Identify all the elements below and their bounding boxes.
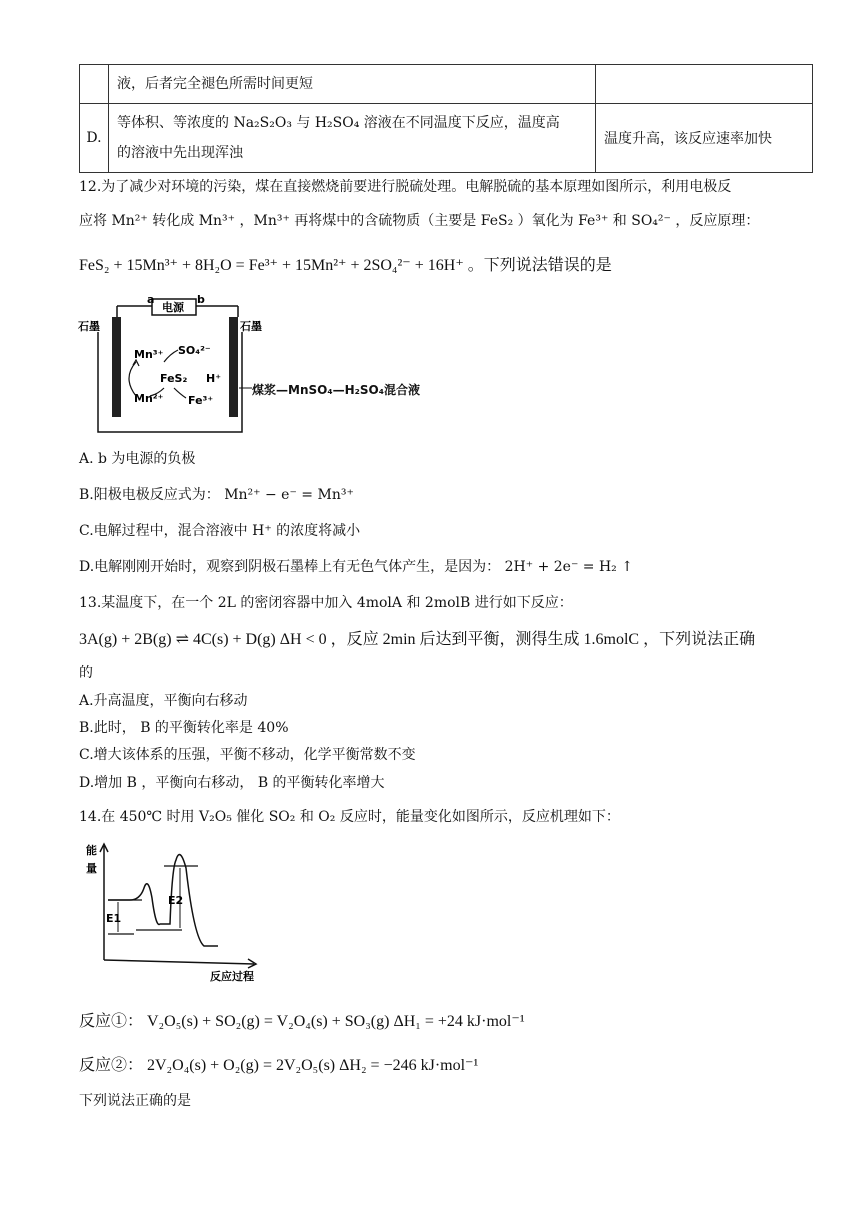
q12-stem-line1: 12.为了减少对环境的污染，煤在直接燃烧前要进行脱硫处理。电解脱硫的基本原理如图所示，利用电极反 bbox=[79, 179, 732, 195]
option-label: D. bbox=[80, 104, 109, 173]
fes2-label: FeS₂ bbox=[160, 372, 188, 385]
reaction-process-label: 反应过程 bbox=[210, 970, 254, 983]
q12-equation: FeS₂ + 15Mn³⁺ + 8H₂O = Fe³⁺ + 15Mn²⁺ + 2SO₄²⁻ + 16H⁺ 。下列说法错误的是 bbox=[79, 257, 612, 274]
table-row bbox=[80, 104, 813, 173]
q12-option-a: A. b 为电源的负极 bbox=[79, 451, 196, 467]
solution-label: 煤浆—MnSO₄—H₂SO₄混合液 bbox=[252, 383, 420, 397]
table-row bbox=[80, 65, 813, 104]
h-ion-label: H⁺ bbox=[206, 372, 222, 385]
q12-option-c: C.电解过程中，混合溶液中 H⁺ 的浓度将减小 bbox=[79, 523, 361, 539]
left-electrode-label: 石墨 bbox=[78, 320, 100, 333]
q12-stem-line2: 应将 Mn²⁺ 转化成 Mn³⁺ ，Mn³⁺ 再将煤中的含硫物质（主要是 FeS₂ ）氧化为 Fe³⁺ 和 SO₄²⁻ ，反应原理： bbox=[79, 213, 760, 229]
q14-reaction-1: 反应①： V₂O₅(s) + SO₂(g) = V₂O₄(s) + SO₃(g) ΔH₁ = +24 kJ·mol⁻¹ bbox=[79, 1013, 525, 1030]
table-cell bbox=[596, 65, 813, 104]
e1-label: E1 bbox=[106, 912, 122, 925]
q13-stem-line3: 的 bbox=[79, 665, 93, 681]
e2-label: E2 bbox=[168, 894, 184, 907]
table-cell: 温度升高，该反应速率加快 bbox=[596, 104, 813, 173]
q13-option-c: C.增大该体系的压强，平衡不移动，化学平衡常数不变 bbox=[79, 747, 416, 763]
q13-stem-line1: 13.某温度下，在一个 2L 的密闭容器中加入 4molA 和 2molB 进行如下反应： bbox=[79, 595, 573, 611]
q14-reaction-2: 反应②： 2V₂O₄(s) + O₂(g) = 2V₂O₅(s) ΔH₂ = −246 kJ·mol⁻¹ bbox=[79, 1057, 479, 1074]
so4-label: SO₄²⁻ bbox=[178, 344, 211, 357]
q13-option-d: D.增加 B ，平衡向右移动， B 的平衡转化率增大 bbox=[79, 775, 385, 791]
mn3-label: Mn³⁺ bbox=[134, 348, 164, 361]
power-source-label: 电源 bbox=[162, 301, 184, 314]
cell-text: 的溶液中先出现浑浊 bbox=[117, 145, 243, 161]
fe3-label: Fe³⁺ bbox=[188, 394, 214, 407]
q14-stem-line1: 14.在 450℃ 时用 V₂O₅ 催化 SO₂ 和 O₂ 反应时，能量变化如图所示，反应机理如下： bbox=[79, 809, 620, 825]
terminal-b-label: b bbox=[197, 293, 205, 306]
answer-table bbox=[79, 64, 813, 173]
energy-axis-label: 量 bbox=[86, 862, 97, 875]
energy-axis-label: 能 bbox=[86, 844, 97, 857]
terminal-a-label: a bbox=[147, 293, 155, 306]
mn2-label: Mn²⁺ bbox=[134, 392, 164, 405]
q13-option-b: B.此时， B 的平衡转化率是 40% bbox=[79, 720, 289, 736]
q13-equation: 3A(g) + 2B(g) ⇌ 4C(s) + D(g) ΔH < 0 ，反应 2min 后达到平衡，测得生成 1.6molC ，下列说法正确 bbox=[79, 631, 756, 648]
cell-text: 等体积、等浓度的 Na₂S₂O₃ 与 H₂SO₄ 溶液在不同温度下反应，温度高 bbox=[117, 115, 560, 131]
energy-diagram bbox=[82, 838, 282, 986]
table-cell bbox=[109, 104, 596, 173]
q13-option-a: A.升高温度，平衡向右移动 bbox=[79, 693, 248, 709]
electrolysis-diagram bbox=[78, 292, 278, 440]
q12-option-b: B.阳极电极反应式为： Mn²⁺ − e⁻ = Mn³⁺ bbox=[79, 487, 354, 503]
right-electrode-label: 石墨 bbox=[240, 320, 262, 333]
table-cell bbox=[80, 65, 109, 104]
table-cell: 液，后者完全褪色所需时间更短 bbox=[109, 65, 596, 104]
q12-option-d: D.电解刚刚开始时，观察到阴极石墨棒上有无色气体产生，是因为： 2H⁺ + 2e⁻ = H₂ ↑ bbox=[79, 559, 633, 575]
q14-question: 下列说法正确的是 bbox=[79, 1093, 191, 1109]
